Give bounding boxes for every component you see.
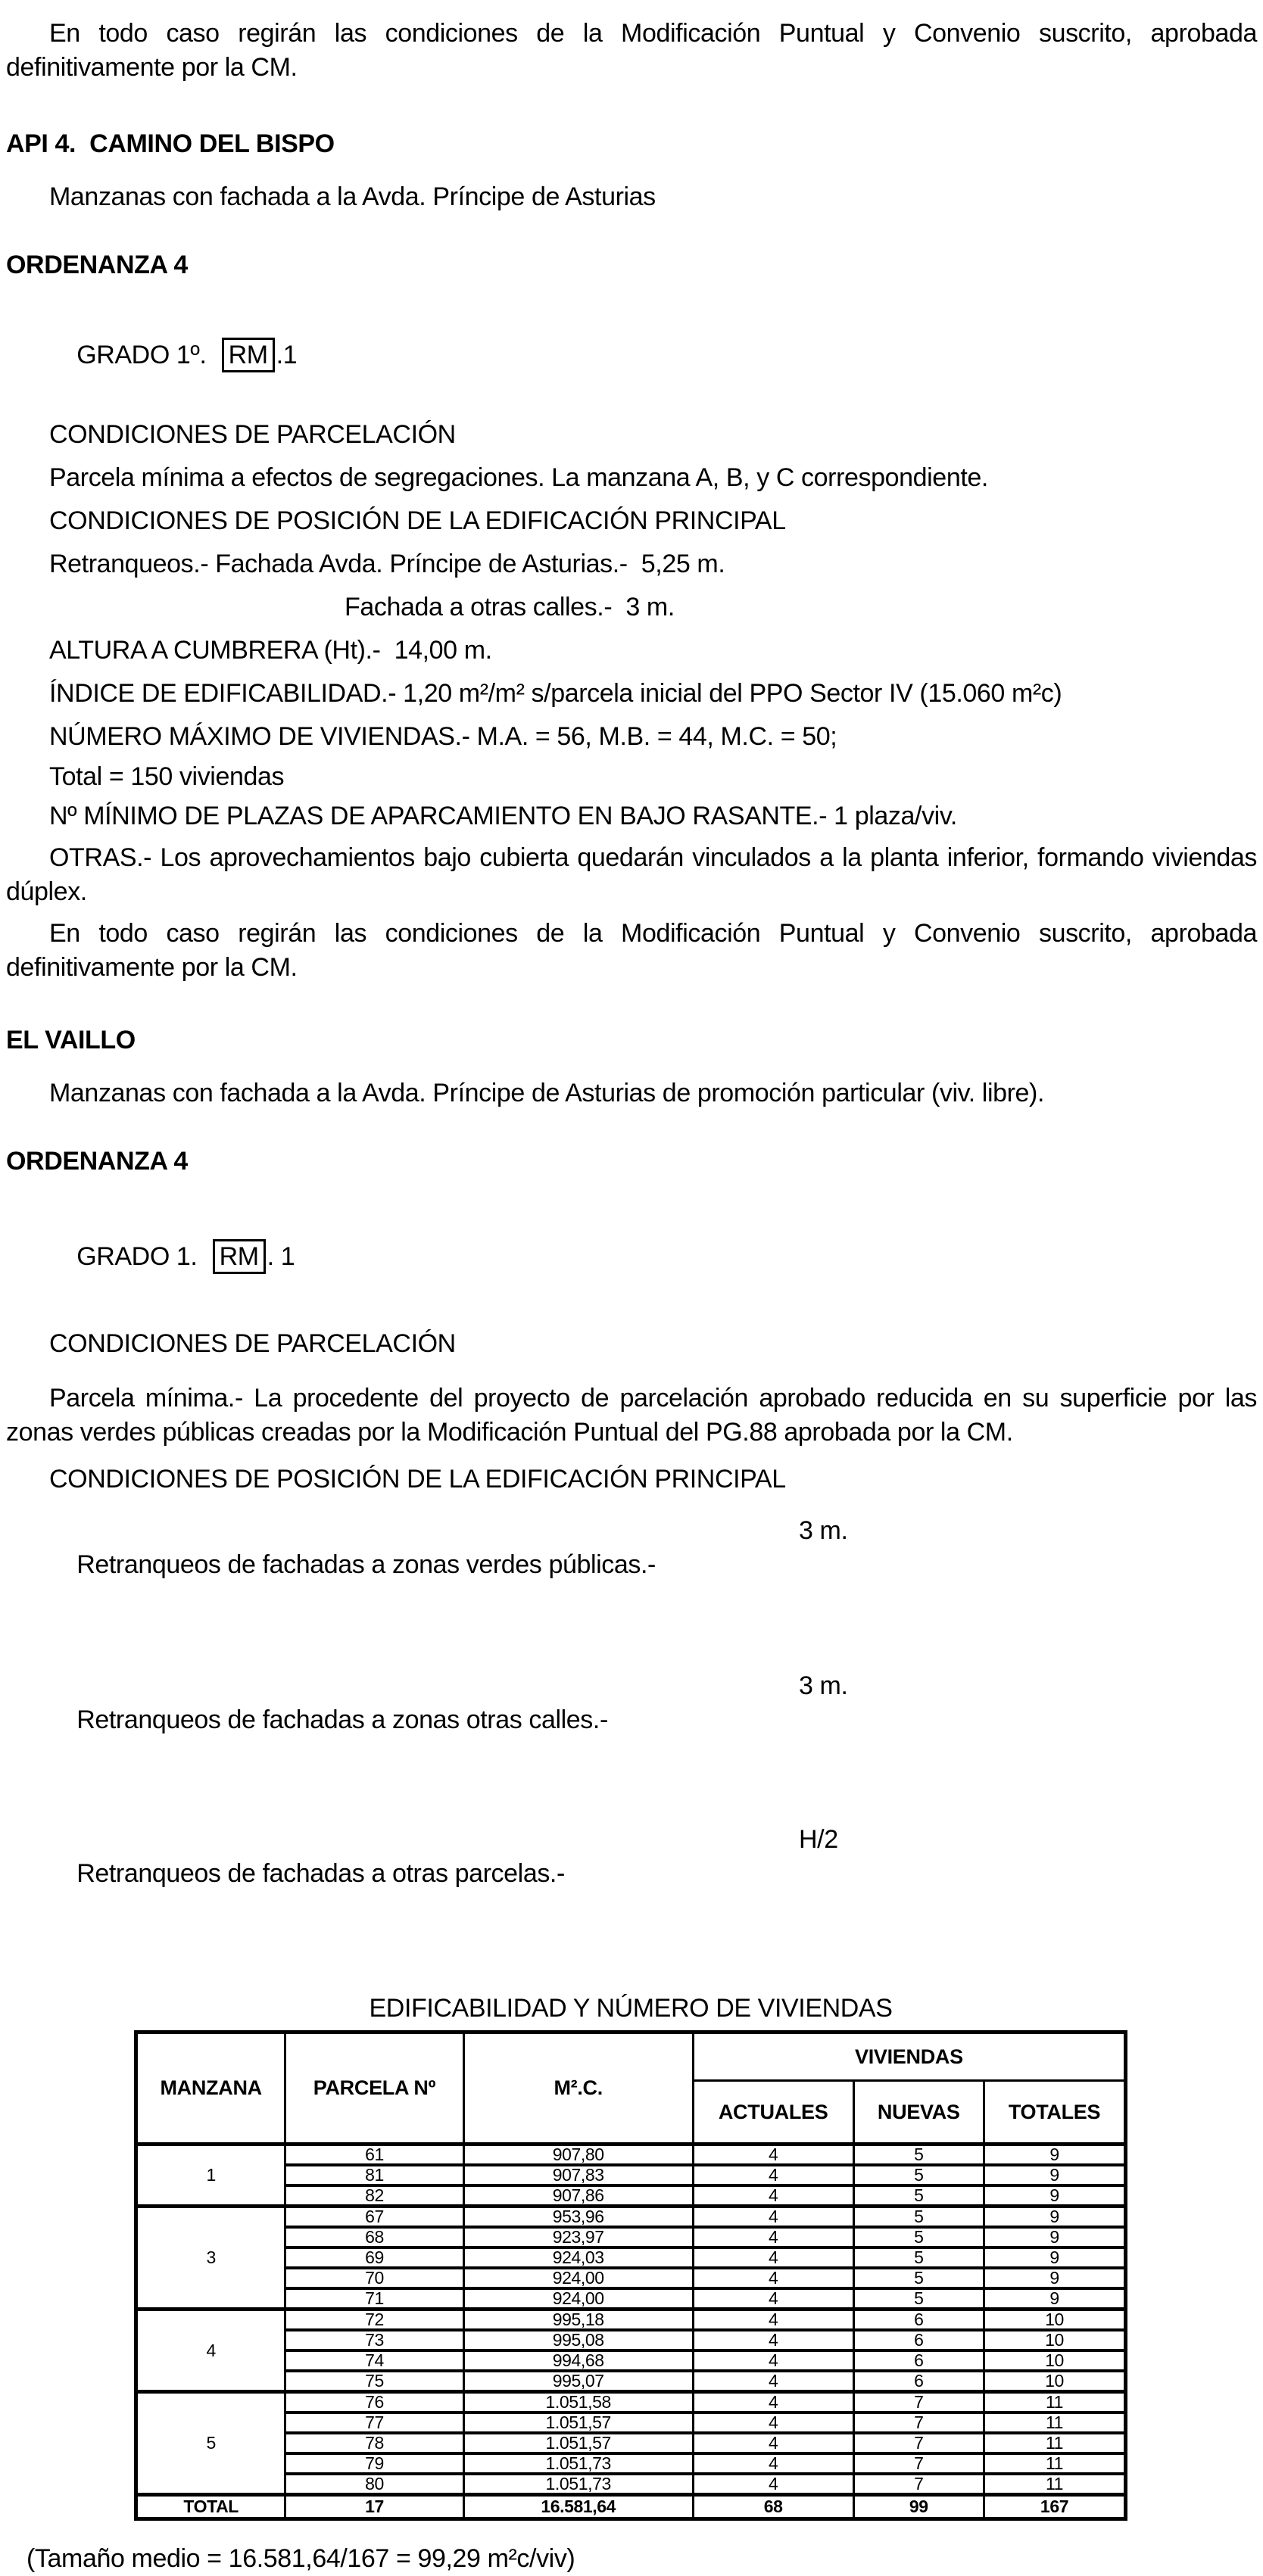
total-cell: 68: [693, 2495, 853, 2519]
grado-line-api4: [6, 304, 1257, 406]
col-header-actuales: ACTUALES: [693, 2081, 853, 2145]
parcela-minima-paragraph-vaillo: Parcela mínima.- La procedente del proyecto de parcelación aprobado reducida en su superficie por las zonas verdes públicas creadas por la Modificación Puntual del PG.88 aprobada por la CM.: [6, 1384, 1257, 1447]
data-cell: 7: [853, 2412, 984, 2433]
data-cell: 5: [853, 2145, 984, 2166]
total-cell: 17: [285, 2495, 463, 2519]
data-cell: 70: [285, 2268, 463, 2288]
data-cell: 9: [984, 2227, 1126, 2247]
data-cell: 79: [285, 2453, 463, 2474]
otras-paragraph: OTRAS.- Los aprovechamientos bajo cubierta quedarán vinculados a la planta inferior, formando viviendas dúplex.: [6, 843, 1257, 906]
data-cell: 907,80: [463, 2145, 693, 2166]
data-cell: 82: [285, 2185, 463, 2207]
data-cell: 7: [853, 2392, 984, 2413]
vaillo-intro-line: Manzanas con fachada a la Avda. Príncipe de Asturias de promoción particular (viv. libre).: [49, 1079, 1045, 1107]
data-cell: 5: [853, 2288, 984, 2310]
data-cell: 907,83: [463, 2165, 693, 2185]
data-cell: 73: [285, 2330, 463, 2350]
data-cell: 11: [984, 2392, 1126, 2413]
data-cell: 924,03: [463, 2247, 693, 2268]
data-cell: 4: [693, 2392, 853, 2413]
tamano-medio-note: (Tamaño medio = 16.581,64/167 = 99,29 m²c/viv): [27, 2544, 575, 2573]
grado-prefix: GRADO 1.: [76, 1242, 211, 1271]
cond-parcelacion-line-vaillo: CONDICIONES DE PARCELACIÓN: [49, 1329, 456, 1358]
fachada-otras-calles-line: Fachada a otras calles.- 3 m.: [345, 593, 675, 621]
altura-cumbrera-line: ALTURA A CUMBRERA (Ht).- 14,00 m.: [49, 636, 492, 665]
grado-suffix: . 1: [267, 1242, 295, 1271]
data-cell: 11: [984, 2474, 1126, 2495]
data-cell: 7: [853, 2433, 984, 2453]
cond-posicion-line-vaillo: CONDICIONES DE POSICIÓN DE LA EDIFICACIÓN PRINCIPAL: [49, 1465, 786, 1494]
data-cell: 1.051,57: [463, 2412, 693, 2433]
data-cell: 9: [984, 2185, 1126, 2207]
table-row: [136, 2207, 1126, 2228]
data-cell: 994,68: [463, 2350, 693, 2371]
grado-suffix: .1: [276, 341, 298, 369]
data-cell: 4: [693, 2330, 853, 2350]
total-row: [136, 2495, 1126, 2519]
data-cell: 923,97: [463, 2227, 693, 2247]
viviendas-table: [134, 2030, 1127, 2521]
grado-prefix: GRADO 1º.: [76, 341, 220, 369]
data-cell: 71: [285, 2288, 463, 2310]
retranqueo-value: 3 m.: [799, 1671, 848, 1700]
data-cell: 995,07: [463, 2371, 693, 2392]
retranqueo-label: Retranqueos de fachadas a otras parcelas.-: [76, 1859, 565, 1888]
data-cell: 10: [984, 2350, 1126, 2371]
grado-line-vaillo: [6, 1205, 1257, 1308]
data-cell: 4: [693, 2474, 853, 2495]
data-cell: 81: [285, 2165, 463, 2185]
data-cell: 11: [984, 2433, 1126, 2453]
data-cell: 61: [285, 2145, 463, 2166]
data-cell: 9: [984, 2207, 1126, 2228]
manzana-cell: 5: [136, 2392, 285, 2495]
data-cell: 5: [853, 2247, 984, 2268]
data-cell: 74: [285, 2350, 463, 2371]
retranqueos-line-api4: Retranqueos.- Fachada Avda. Príncipe de Asturias.- 5,25 m.: [49, 550, 725, 578]
total-viviendas-line: Total = 150 viviendas: [49, 762, 285, 791]
data-cell: 4: [693, 2371, 853, 2392]
cierre-paragraph-api4: En todo caso regirán las condiciones de la Modificación Puntual y Convenio suscrito, aprobada definitivamente por la CM.: [6, 919, 1257, 982]
data-cell: 1.051,73: [463, 2474, 693, 2495]
viviendas-table-title: EDIFICABILIDAD Y NÚMERO DE VIVIENDAS: [369, 1994, 893, 2023]
total-cell: 99: [853, 2495, 984, 2519]
data-cell: 4: [693, 2288, 853, 2310]
data-cell: 995,08: [463, 2330, 693, 2350]
data-cell: 5: [853, 2268, 984, 2288]
data-cell: 924,00: [463, 2268, 693, 2288]
data-cell: 68: [285, 2227, 463, 2247]
section-heading-api4: API 4. CAMINO DEL BISPO: [6, 129, 335, 158]
data-cell: 80: [285, 2474, 463, 2495]
data-cell: 6: [853, 2371, 984, 2392]
data-cell: 4: [693, 2310, 853, 2331]
table-row: [136, 2145, 1126, 2166]
plazas-aparcamiento-line: Nº MÍNIMO DE PLAZAS DE APARCAMIENTO EN BAJO RASANTE.- 1 plaza/viv.: [49, 802, 957, 830]
table-row: [136, 2310, 1126, 2331]
section-heading-vaillo: EL VAILLO: [6, 1026, 136, 1054]
data-cell: 10: [984, 2310, 1126, 2331]
retranqueo-row: [6, 1514, 1257, 1650]
data-cell: 5: [853, 2185, 984, 2207]
data-cell: 924,00: [463, 2288, 693, 2310]
manzana-cell: 1: [136, 2145, 285, 2207]
data-cell: 77: [285, 2412, 463, 2433]
data-cell: 6: [853, 2330, 984, 2350]
cond-parcelacion-line-api4: CONDICIONES DE PARCELACIÓN: [49, 420, 456, 449]
cond-posicion-line-api4: CONDICIONES DE POSICIÓN DE LA EDIFICACIÓN PRINCIPAL: [49, 506, 786, 535]
data-cell: 953,96: [463, 2207, 693, 2228]
data-cell: 76: [285, 2392, 463, 2413]
data-cell: 4: [693, 2207, 853, 2228]
data-cell: 67: [285, 2207, 463, 2228]
col-header-totales: TOTALES: [984, 2081, 1126, 2145]
rm-code-box: RM: [213, 1239, 266, 1274]
data-cell: 10: [984, 2371, 1126, 2392]
col-header-parcela: PARCELA Nº: [285, 2032, 463, 2145]
retranqueo-row: [6, 1823, 1257, 1959]
manzana-cell: 4: [136, 2310, 285, 2392]
data-cell: 4: [693, 2145, 853, 2166]
data-cell: 995,18: [463, 2310, 693, 2331]
total-cell: 167: [984, 2495, 1126, 2519]
manzana-cell: 3: [136, 2207, 285, 2310]
data-cell: 4: [693, 2165, 853, 2185]
ordenanza-heading-vaillo: ORDENANZA 4: [6, 1147, 188, 1176]
data-cell: 6: [853, 2350, 984, 2371]
data-cell: 5: [853, 2227, 984, 2247]
data-cell: 72: [285, 2310, 463, 2331]
viviendas-table-section: [134, 1992, 1127, 2521]
data-cell: 5: [853, 2207, 984, 2228]
intro-paragraph: En todo caso regirán las condiciones de la Modificación Puntual y Convenio suscrito, aprobada definitivamente por la CM.: [6, 19, 1257, 82]
table-row: [136, 2392, 1126, 2413]
data-cell: 4: [693, 2227, 853, 2247]
rm-code-box: RM: [222, 338, 275, 372]
data-cell: 9: [984, 2145, 1126, 2166]
col-header-manzana: MANZANA: [136, 2032, 285, 2145]
data-cell: 78: [285, 2433, 463, 2453]
data-cell: 1.051,57: [463, 2433, 693, 2453]
parcela-minima-line-api4: Parcela mínima a efectos de segregaciones. La manzana A, B, y C correspondiente.: [49, 463, 988, 492]
data-cell: 75: [285, 2371, 463, 2392]
data-cell: 9: [984, 2247, 1126, 2268]
data-cell: 4: [693, 2453, 853, 2474]
data-cell: 7: [853, 2474, 984, 2495]
retranqueo-label: Retranqueos de fachadas a zonas otras calles.-: [76, 1705, 608, 1734]
col-header-nuevas: NUEVAS: [853, 2081, 984, 2145]
data-cell: 5: [853, 2165, 984, 2185]
data-cell: 11: [984, 2412, 1126, 2433]
data-cell: 4: [693, 2247, 853, 2268]
total-cell: 16.581,64: [463, 2495, 693, 2519]
data-cell: 69: [285, 2247, 463, 2268]
col-header-viviendas: VIVIENDAS: [693, 2032, 1125, 2081]
data-cell: 1.051,58: [463, 2392, 693, 2413]
retranqueo-row: [6, 1669, 1257, 1805]
indice-edificabilidad-line: ÍNDICE DE EDIFICABILIDAD.- 1,20 m²/m² s/parcela inicial del PPO Sector IV (15.060 m²c): [49, 679, 1062, 708]
api4-intro-line: Manzanas con fachada a la Avda. Príncipe de Asturias: [49, 182, 656, 211]
viviendas-table-body: [136, 2145, 1126, 2519]
total-cell: TOTAL: [136, 2495, 285, 2519]
data-cell: 907,86: [463, 2185, 693, 2207]
retranqueo-value: H/2: [799, 1825, 838, 1854]
col-header-m2c: M².C.: [463, 2032, 693, 2145]
data-cell: 6: [853, 2310, 984, 2331]
data-cell: 9: [984, 2288, 1126, 2310]
data-cell: 7: [853, 2453, 984, 2474]
data-cell: 10: [984, 2330, 1126, 2350]
data-cell: 9: [984, 2165, 1126, 2185]
numero-maximo-viviendas-line: NÚMERO MÁXIMO DE VIVIENDAS.- M.A. = 56, M.B. = 44, M.C. = 50;: [49, 722, 837, 751]
data-cell: 4: [693, 2268, 853, 2288]
data-cell: 4: [693, 2412, 853, 2433]
data-cell: 9: [984, 2268, 1126, 2288]
ordenanza-heading-api4: ORDENANZA 4: [6, 251, 188, 279]
data-cell: 4: [693, 2350, 853, 2371]
retranqueo-label: Retranqueos de fachadas a zonas verdes públicas.-: [76, 1550, 656, 1579]
data-cell: 1.051,73: [463, 2453, 693, 2474]
retranqueo-value: 3 m.: [799, 1516, 848, 1545]
data-cell: 11: [984, 2453, 1126, 2474]
data-cell: 4: [693, 2185, 853, 2207]
data-cell: 4: [693, 2433, 853, 2453]
